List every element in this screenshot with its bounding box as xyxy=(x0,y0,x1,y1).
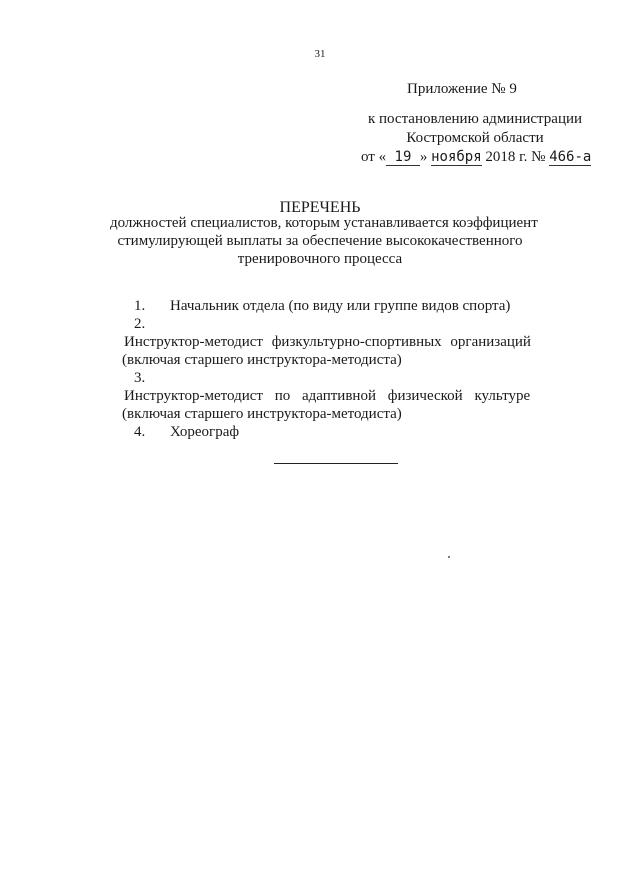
subheading-line-2: стимулирующей выплаты за обеспечение высококачественного xyxy=(117,233,523,249)
decree-line-1: к постановлению администрации xyxy=(367,111,583,127)
page-number: 31 xyxy=(314,48,326,60)
document-subheading xyxy=(110,214,538,268)
item-number: 4. xyxy=(134,424,146,440)
decree-date-line xyxy=(355,148,595,167)
list-item xyxy=(124,423,574,441)
closing-rule xyxy=(274,463,398,464)
positions-list xyxy=(124,297,574,441)
list-item xyxy=(124,297,574,315)
decree-reference xyxy=(355,110,595,167)
decree-date-prefix: от « xyxy=(361,149,387,165)
item-number: 3. xyxy=(134,370,146,386)
item-text: Хореограф xyxy=(170,424,240,440)
subheading-line-3: тренировочного процесса xyxy=(237,251,403,267)
decree-number-handwritten: 466-а xyxy=(549,149,592,165)
item-text: Начальник отдела (по виду или группе видов спорта) xyxy=(170,298,511,314)
decree-year-text: 2018 г. № xyxy=(485,149,546,165)
item-text: Инструктор-методист по адаптивной физической культуре xyxy=(124,388,531,404)
decree-day: 19 xyxy=(394,149,412,165)
decree-line-2: Костромской области xyxy=(406,130,544,146)
item-number: 2. xyxy=(134,316,146,332)
list-item xyxy=(124,369,574,423)
item-text: Инструктор-методист физкультурно-спортивных организаций xyxy=(124,334,531,350)
decree-date-mid: » xyxy=(419,149,428,165)
item-text-continuation: (включая старшего инструктора-методиста) xyxy=(122,406,402,422)
decree-month-handwritten: ноября xyxy=(431,149,482,165)
annex-title: Приложение № 9 xyxy=(407,81,517,97)
item-text-continuation: (включая старшего инструктора-методиста) xyxy=(122,352,402,368)
decree-day-handwritten xyxy=(386,149,420,166)
list-item xyxy=(124,315,574,369)
document-heading: ПЕРЕЧЕНЬ xyxy=(279,199,361,216)
subheading-line-1: должностей специалистов, которым устанавливается коэффициент xyxy=(110,215,538,231)
item-number: 1. xyxy=(134,298,146,314)
scan-speck xyxy=(448,556,450,558)
